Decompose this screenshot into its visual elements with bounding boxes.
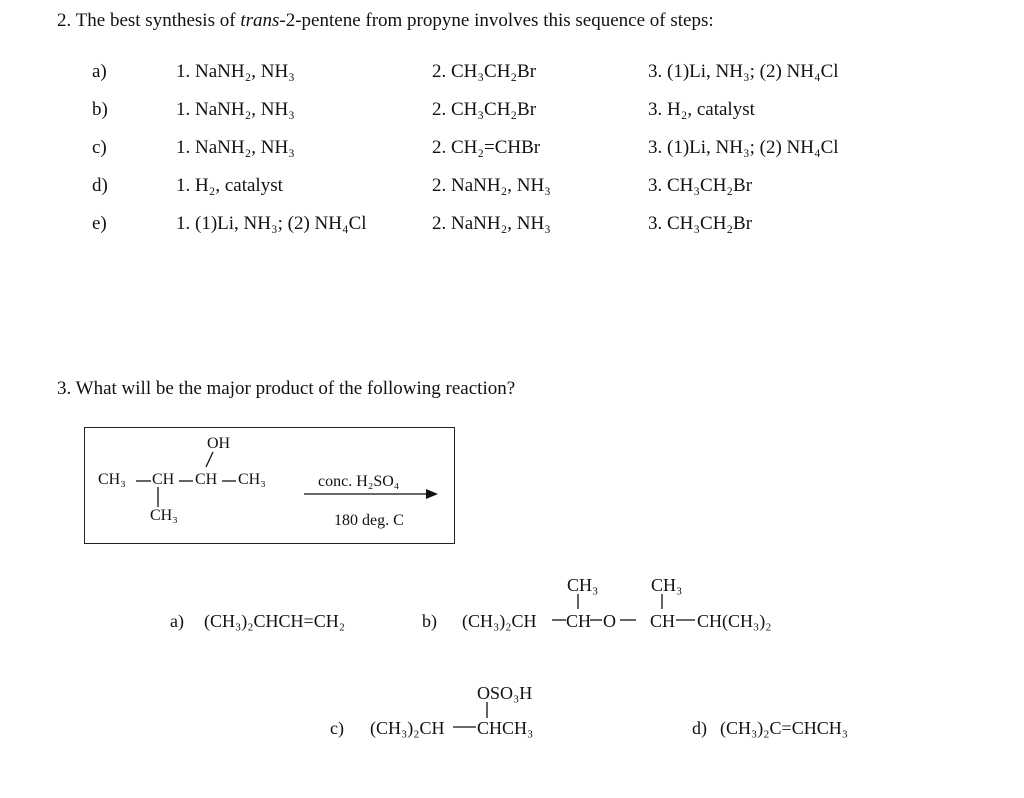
- branch-ch3-b: CH₃: [651, 575, 683, 595]
- title-text: 2. The best synthesis of: [57, 10, 241, 31]
- step-2: 2. NaNH₂, NH₃: [432, 175, 551, 196]
- answer-formula: (CH₃)₂C=CHCH₃: [720, 718, 848, 738]
- arrow-head-icon: [426, 489, 438, 499]
- option-label: c): [92, 137, 107, 158]
- answer-label: d): [692, 718, 707, 738]
- formula-o: O: [603, 611, 616, 631]
- step-1: 1. (1)Li, NH₃; (2) NH₄Cl: [176, 213, 367, 234]
- step-1: 1. H₂, catalyst: [176, 175, 283, 196]
- step-1: 1. NaNH₂, NH₃: [176, 99, 295, 120]
- title-text: -2-pentene from propyne involves this sequence of steps:: [279, 10, 714, 31]
- formula-part-1: (CH₃)₂CH: [370, 718, 445, 738]
- step-2: 2. CH₃CH₂Br: [432, 99, 537, 120]
- option-label: b): [92, 99, 108, 120]
- step-3: 3. CH₃CH₂Br: [648, 213, 753, 234]
- ch-2: CH: [195, 471, 218, 488]
- reagent-top: conc. H₂SO₄: [318, 473, 400, 490]
- step-1: 1. NaNH₂, NH₃: [176, 137, 295, 158]
- option-label: d): [92, 175, 108, 196]
- answer-label: a): [170, 611, 184, 631]
- ch3-left: CH₃: [98, 471, 126, 488]
- formula-part-2: CH(CH₃)₂: [697, 611, 772, 631]
- answer-formula: (CH₃)₂CHCH=CH₂: [204, 611, 345, 631]
- ch3-right: CH₃: [238, 471, 266, 488]
- step-3: 3. (1)Li, NH₃; (2) NH₄Cl: [648, 61, 839, 82]
- step-3: 3. H₂, catalyst: [648, 99, 755, 120]
- step-1: 1. NaNH₂, NH₃: [176, 61, 295, 82]
- option-label: e): [92, 213, 107, 234]
- step-3: 3. CH₃CH₂Br: [648, 175, 753, 196]
- formula-part-2: CHCH₃: [477, 718, 534, 738]
- reagent-bottom: 180 deg. C: [334, 512, 404, 529]
- option-label: a): [92, 61, 107, 82]
- formula-ch-a: CH: [566, 611, 592, 631]
- answer-label: c): [330, 718, 344, 738]
- question-3-title: 3. What will be the major product of the following reaction?: [57, 378, 516, 399]
- formula-part-1: (CH₃)₂CH: [462, 611, 537, 631]
- ch3-branch: CH₃: [150, 507, 178, 524]
- step-2: 2. CH₃CH₂Br: [432, 61, 537, 82]
- step-2: 2. CH₂=CHBr: [432, 137, 541, 158]
- formula-ch-b: CH: [650, 611, 676, 631]
- oh-group: OH: [207, 435, 231, 452]
- branch-ch3-a: CH₃: [567, 575, 599, 595]
- title-italic: trans: [240, 10, 280, 31]
- branch-oso3h: OSO₃H: [477, 683, 533, 703]
- ch-1: CH: [152, 471, 175, 488]
- answer-label: b): [422, 611, 437, 631]
- step-2: 2. NaNH₂, NH₃: [432, 213, 551, 234]
- step-3: 3. (1)Li, NH₃; (2) NH₄Cl: [648, 137, 839, 158]
